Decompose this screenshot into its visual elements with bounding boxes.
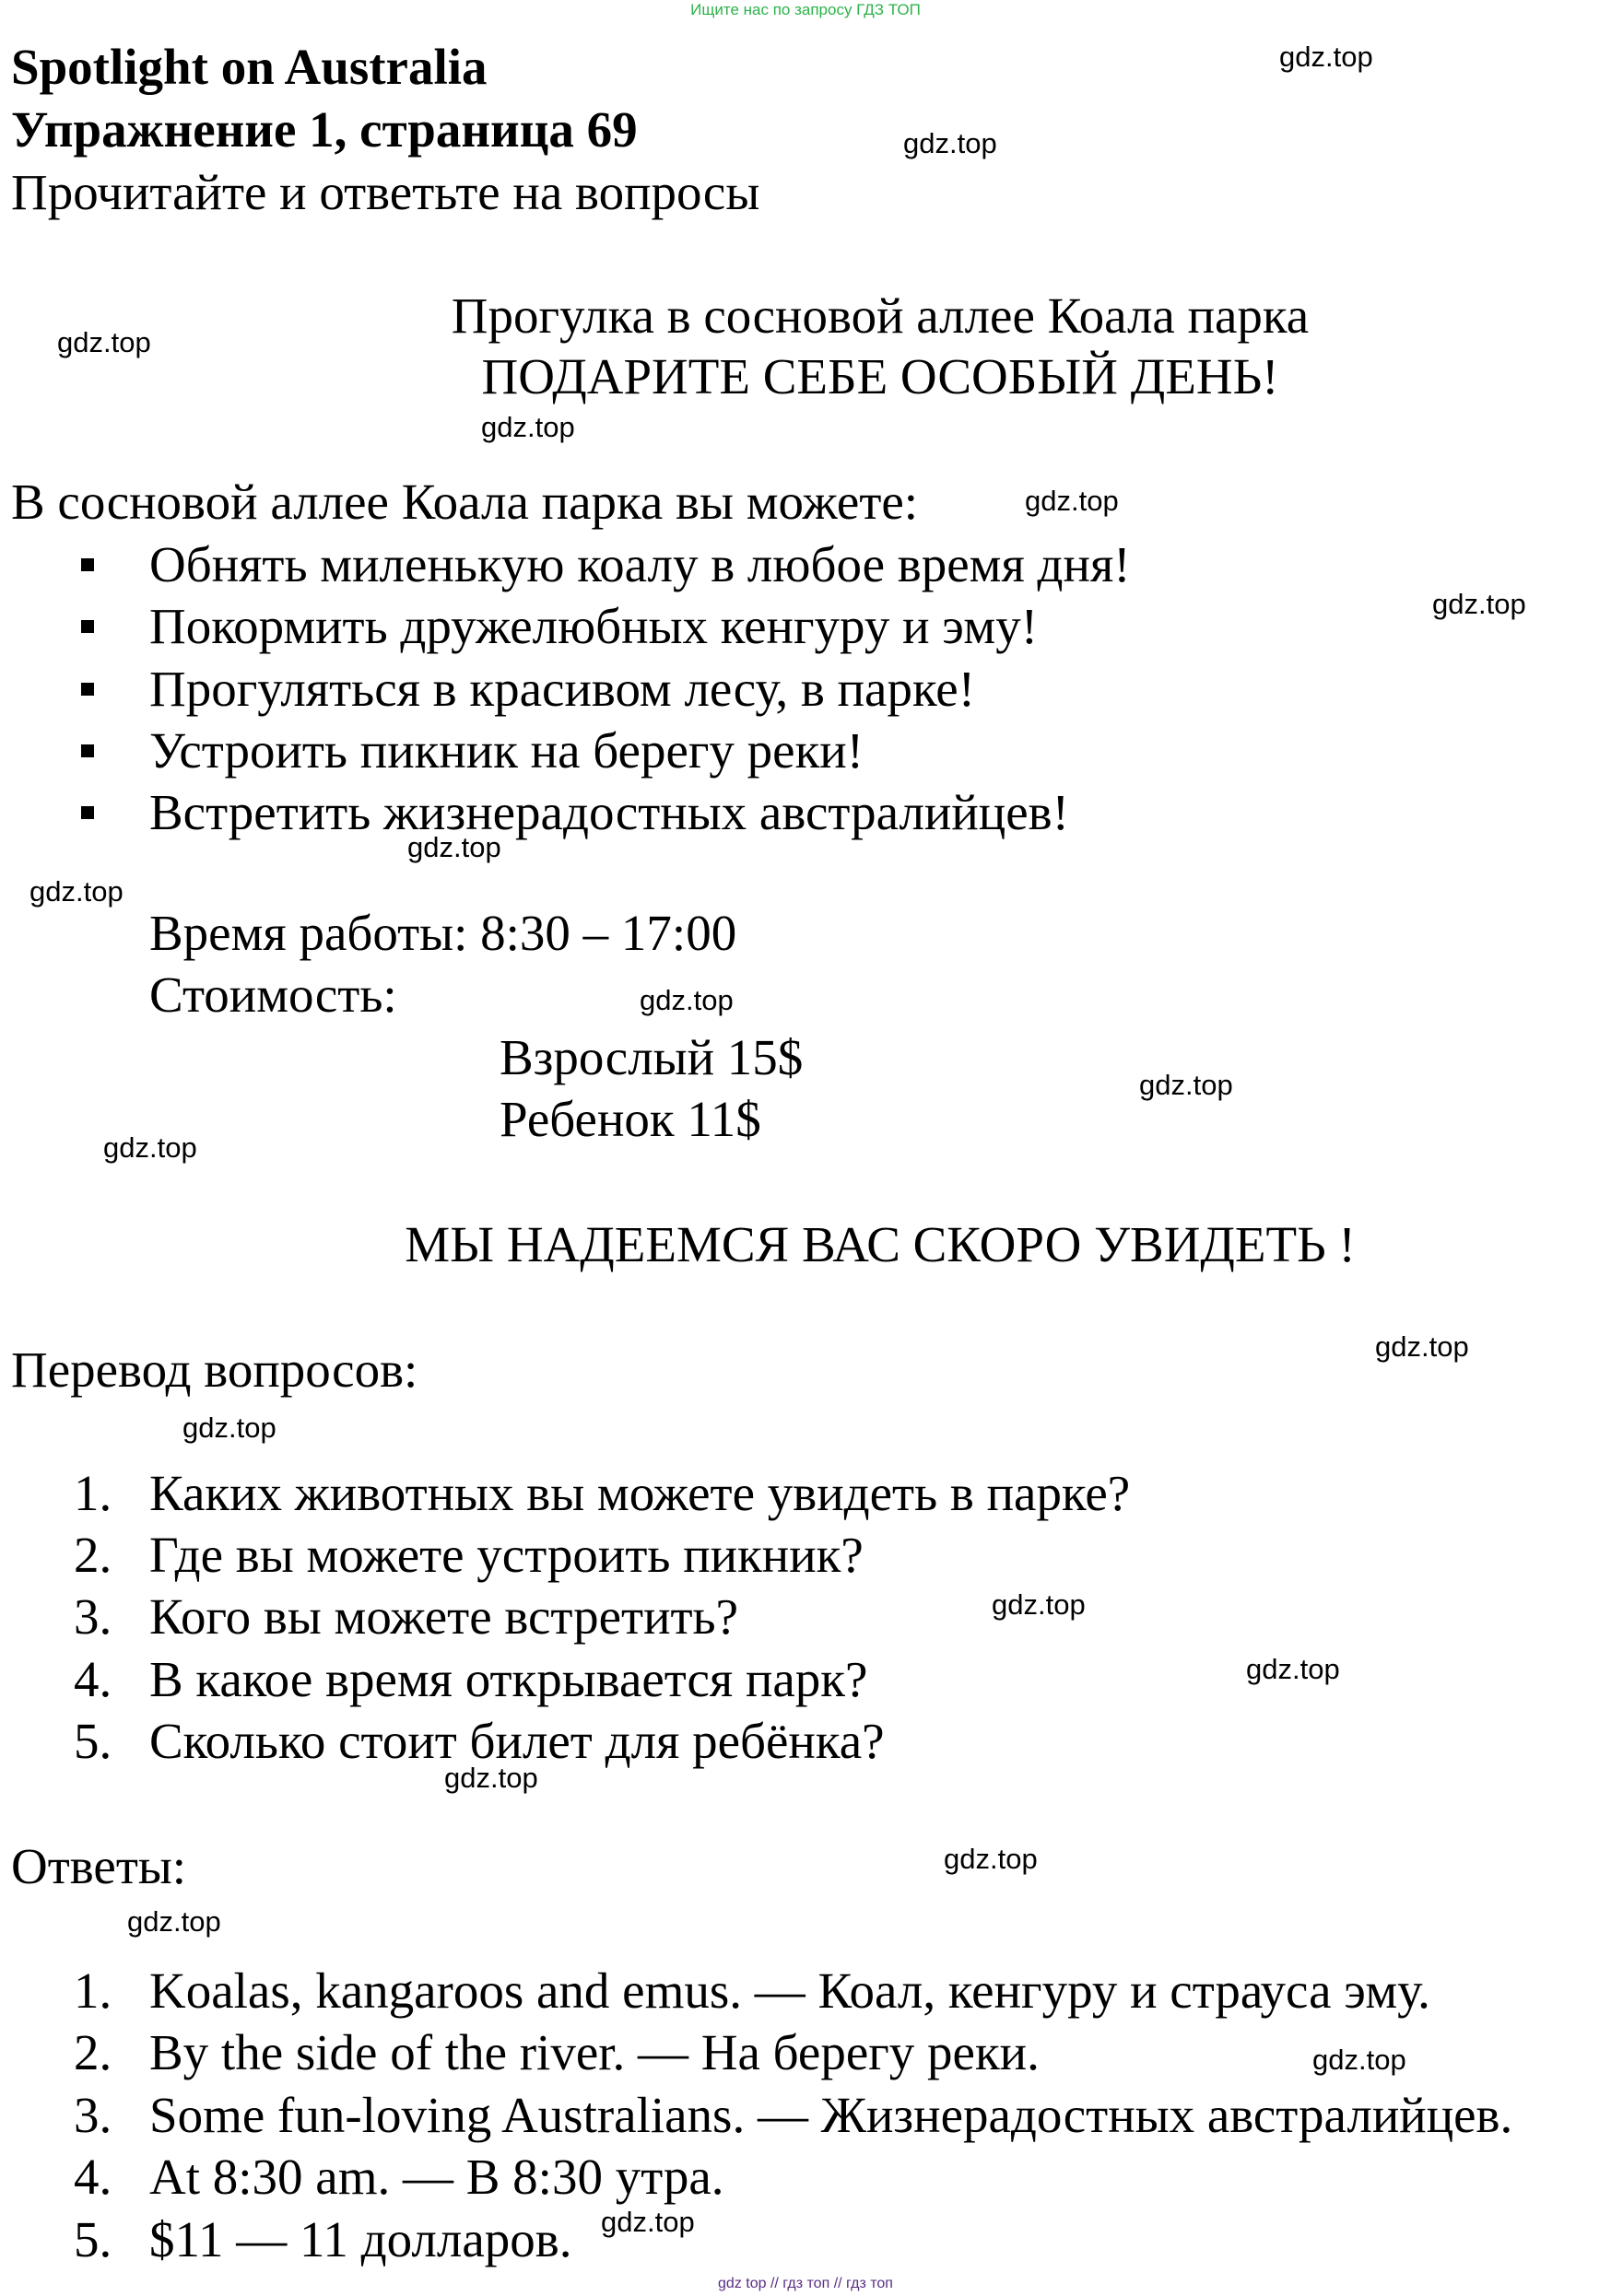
question-number: 1. (74, 1465, 112, 1521)
answer-text: By the side of the river. — На берегу реки. (149, 2024, 1040, 2080)
answer-number: 4. (74, 2149, 112, 2205)
answer-text: $11 — 11 долларов. (149, 2211, 572, 2267)
book-title: Spotlight on Australia (11, 39, 488, 95)
watermark: gdz.top (1025, 485, 1119, 517)
watermark: gdz.top (640, 984, 734, 1016)
question-number: 2. (74, 1527, 112, 1583)
watermark: gdz.top (1279, 41, 1373, 73)
watermark: gdz.top (57, 326, 151, 358)
question-text: Каких животных вы можете увидеть в парке? (149, 1465, 1131, 1521)
watermark: gdz.top (29, 875, 123, 908)
watermark: gdz.top (182, 1412, 276, 1444)
activity-item: Устроить пикник на берегу реки! (149, 722, 864, 779)
price-label: Стоимость: (149, 966, 397, 1023)
answer-number: 5. (74, 2211, 112, 2267)
answer-text: Some fun-loving Australians. — Жизнерадостных австралийцев. (149, 2087, 1513, 2143)
watermark: gdz.top (1312, 2044, 1406, 2076)
bullet-icon (81, 683, 94, 696)
watermark: gdz.top (903, 127, 997, 159)
watermark: gdz.top (601, 2206, 695, 2238)
watermark: gdz.top (944, 1843, 1038, 1875)
watermark: gdz.top (1246, 1653, 1340, 1685)
question-text: Кого вы можете встретить? (149, 1588, 739, 1645)
price-child: Ребенок 11$ (500, 1091, 761, 1147)
instruction-text: Прочитайте и ответьте на вопросы (11, 164, 760, 220)
watermark: gdz.top (1139, 1069, 1233, 1101)
watermark: gdz.top (444, 1762, 538, 1794)
footer-links[interactable]: gdz top // гдз топ // гдз топ (718, 2276, 893, 2291)
watermark: gdz.top (1432, 588, 1526, 620)
activity-item: Обнять миленькую коалу в любое время дня! (149, 536, 1131, 592)
question-text: В какое время открывается парк? (149, 1651, 868, 1707)
question-number: 3. (74, 1588, 112, 1645)
answer-number: 2. (74, 2024, 112, 2080)
question-text: Где вы можете устроить пикник? (149, 1527, 864, 1583)
answer-number: 1. (74, 1962, 112, 2019)
question-text: Сколько стоит билет для ребёнка? (149, 1713, 885, 1769)
ad-slogan: ПОДАРИТЕ СЕБЕ ОСОБЫЙ ДЕНЬ! (481, 348, 1279, 404)
ad-closing: МЫ НАДЕЕМСЯ ВАС СКОРО УВИДЕТЬ ! (405, 1216, 1356, 1272)
activity-item: Прогуляться в красивом лесу, в парке! (149, 661, 976, 717)
ad-intro: В сосновой аллее Коала парка вы можете: (11, 474, 919, 530)
exercise-title: Упражнение 1, страница 69 (11, 101, 638, 158)
top-banner[interactable]: Ищите нас по запросу ГДЗ ТОП (690, 1, 921, 18)
watermark: gdz.top (992, 1588, 1086, 1621)
opening-hours: Время работы: 8:30 – 17:00 (149, 905, 737, 961)
watermark: gdz.top (481, 411, 575, 443)
answer-text: At 8:30 am. — В 8:30 утра. (149, 2149, 724, 2205)
bullet-icon (81, 744, 94, 757)
questions-heading: Перевод вопросов: (11, 1341, 418, 1398)
watermark: gdz.top (1375, 1330, 1469, 1363)
activity-item: Встретить жизнерадостных австралийцев! (149, 784, 1069, 840)
watermark: gdz.top (407, 831, 501, 863)
question-number: 5. (74, 1713, 112, 1769)
watermark: gdz.top (103, 1131, 197, 1164)
answers-heading: Ответы: (11, 1838, 187, 1894)
ad-title: Прогулка в сосновой аллее Коала парка (451, 287, 1310, 344)
bullet-icon (81, 558, 94, 571)
answer-number: 3. (74, 2087, 112, 2143)
activity-item: Покормить дружелюбных кенгуру и эму! (149, 598, 1039, 654)
watermark: gdz.top (127, 1905, 221, 1938)
question-number: 4. (74, 1651, 112, 1707)
bullet-icon (81, 806, 94, 819)
bullet-icon (81, 620, 94, 633)
price-adult: Взрослый 15$ (500, 1029, 804, 1085)
answer-text: Koalas, kangaroos and emus. — Коал, кенгуру и страуса эму. (149, 1962, 1430, 2019)
